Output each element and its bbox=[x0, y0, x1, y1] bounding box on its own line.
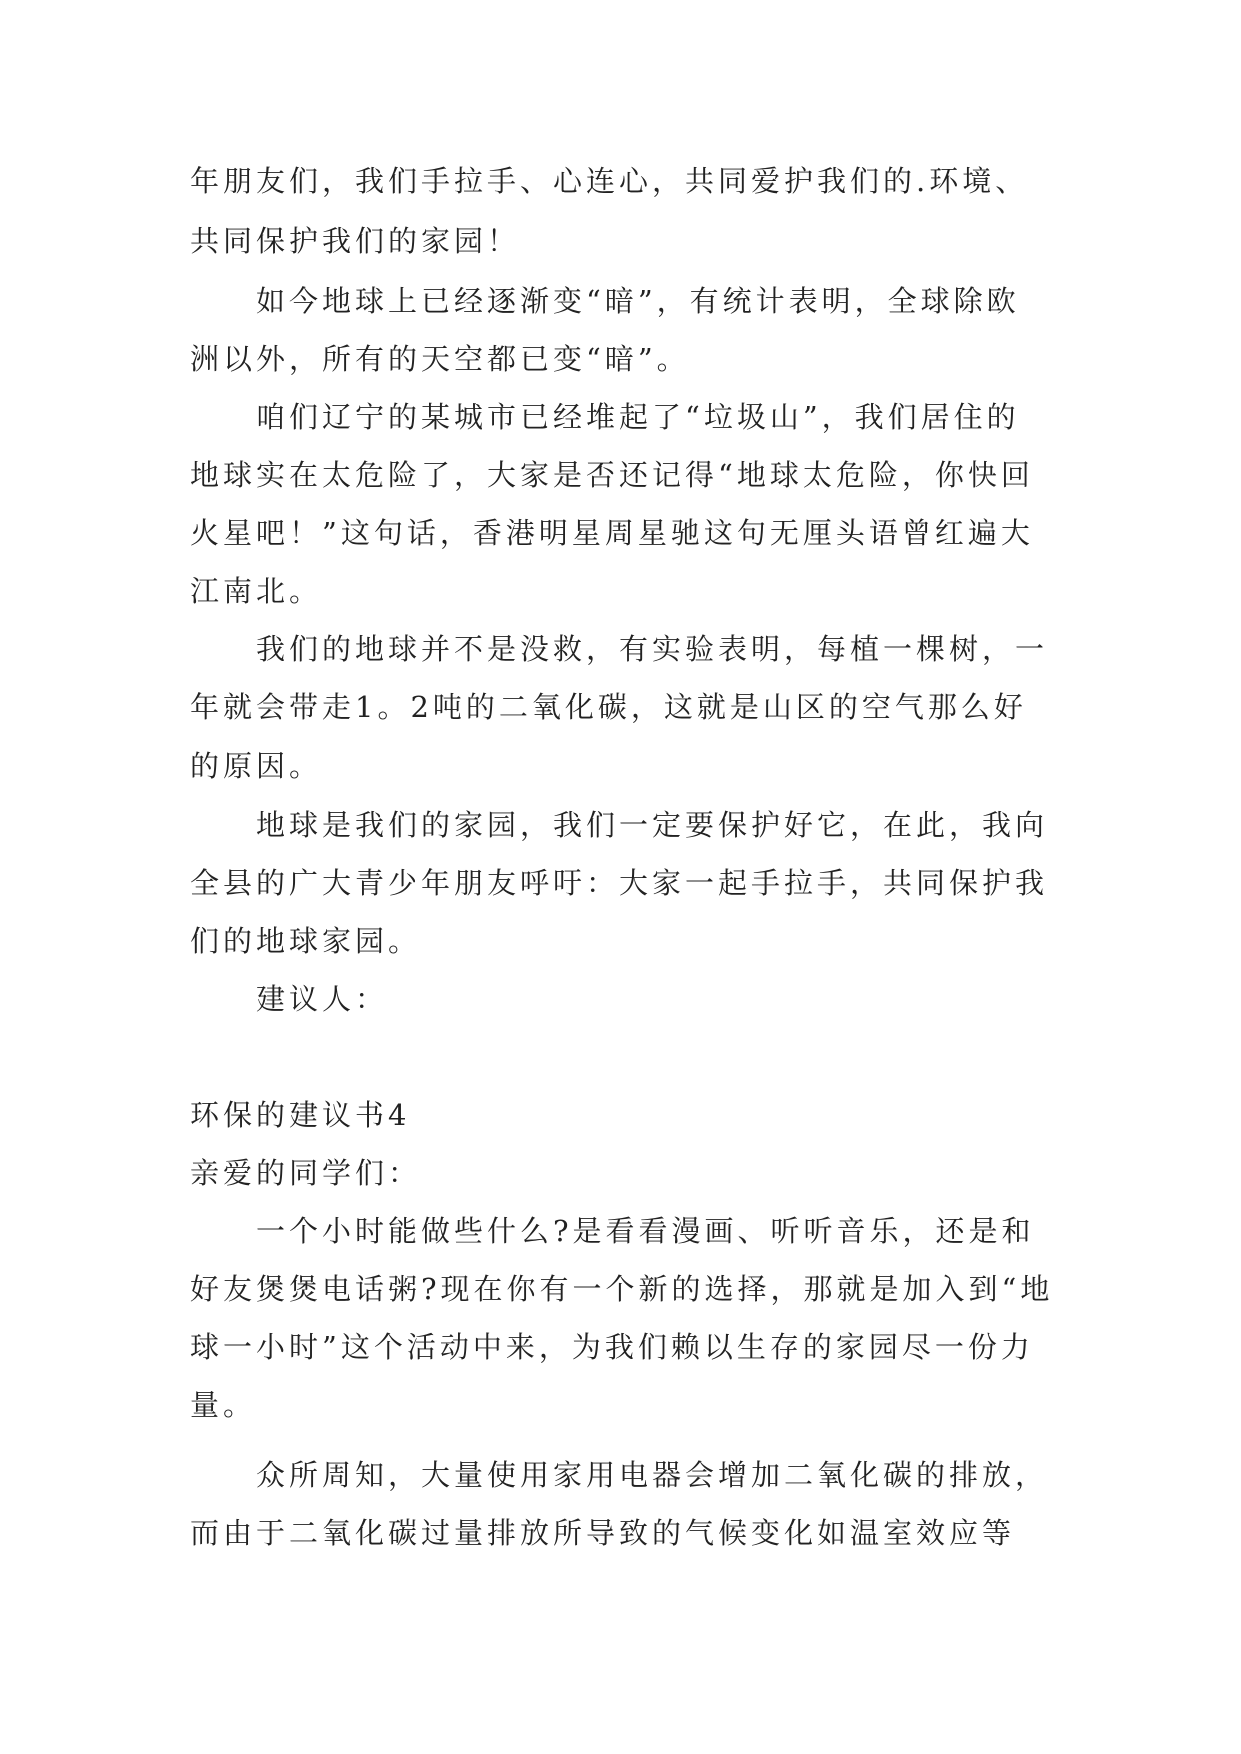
text-line: 洲以外，所有的天空都已变“暗”。 bbox=[190, 342, 690, 376]
signature-label: 建议人： bbox=[256, 982, 389, 1016]
text-line: 共同保护我们的家园！ bbox=[190, 224, 521, 258]
text-line: 的原因。 bbox=[190, 749, 323, 783]
text-line: 球一小时”这个活动中来，为我们赖以生存的家园尽一份力 bbox=[190, 1330, 1034, 1364]
text-line: 火星吧！”这句话，香港明星周星驰这句无厘头语曾红遍大 bbox=[190, 516, 1034, 550]
paragraph-start: 如今地球上已经逐渐变“暗”，有统计表明，全球除欧 bbox=[256, 284, 1020, 318]
paragraph-start: 地球是我们的家园，我们一定要保护好它，在此，我向 bbox=[256, 808, 1049, 842]
text-line: 江南北。 bbox=[190, 574, 323, 608]
text-line: 好友煲煲电话粥?现在你有一个新的选择，那就是加入到“地 bbox=[190, 1272, 1054, 1306]
paragraph-start: 咱们辽宁的某城市已经堆起了“垃圾山”，我们居住的 bbox=[256, 400, 1020, 434]
text-line: 年朋友们，我们手拉手、心连心，共同爱护我们的.环境、 bbox=[190, 164, 1029, 198]
paragraph-start: 一个小时能做些什么?是看看漫画、听听音乐，还是和 bbox=[256, 1214, 1035, 1248]
salutation: 亲爱的同学们： bbox=[190, 1156, 422, 1190]
text-line: 量。 bbox=[190, 1388, 257, 1422]
section-title: 环保的建议书4 bbox=[190, 1098, 411, 1132]
paragraph-start: 众所周知，大量使用家用电器会增加二氧化碳的排放， bbox=[256, 1458, 1049, 1492]
text-line: 年就会带走1。2吨的二氧化碳，这就是山区的空气那么好 bbox=[190, 690, 1027, 724]
text-line: 地球实在太危险了，大家是否还记得“地球太危险，你快回 bbox=[190, 458, 1034, 492]
text-line: 而由于二氧化碳过量排放所导致的气候变化如温室效应等 bbox=[190, 1516, 1016, 1550]
paragraph-start: 我们的地球并不是没救，有实验表明，每植一棵树，一 bbox=[256, 632, 1049, 666]
text-line: 全县的广大青少年朋友呼吁：大家一起手拉手，共同保护我 bbox=[190, 866, 1049, 900]
text-line: 们的地球家园。 bbox=[190, 924, 422, 958]
